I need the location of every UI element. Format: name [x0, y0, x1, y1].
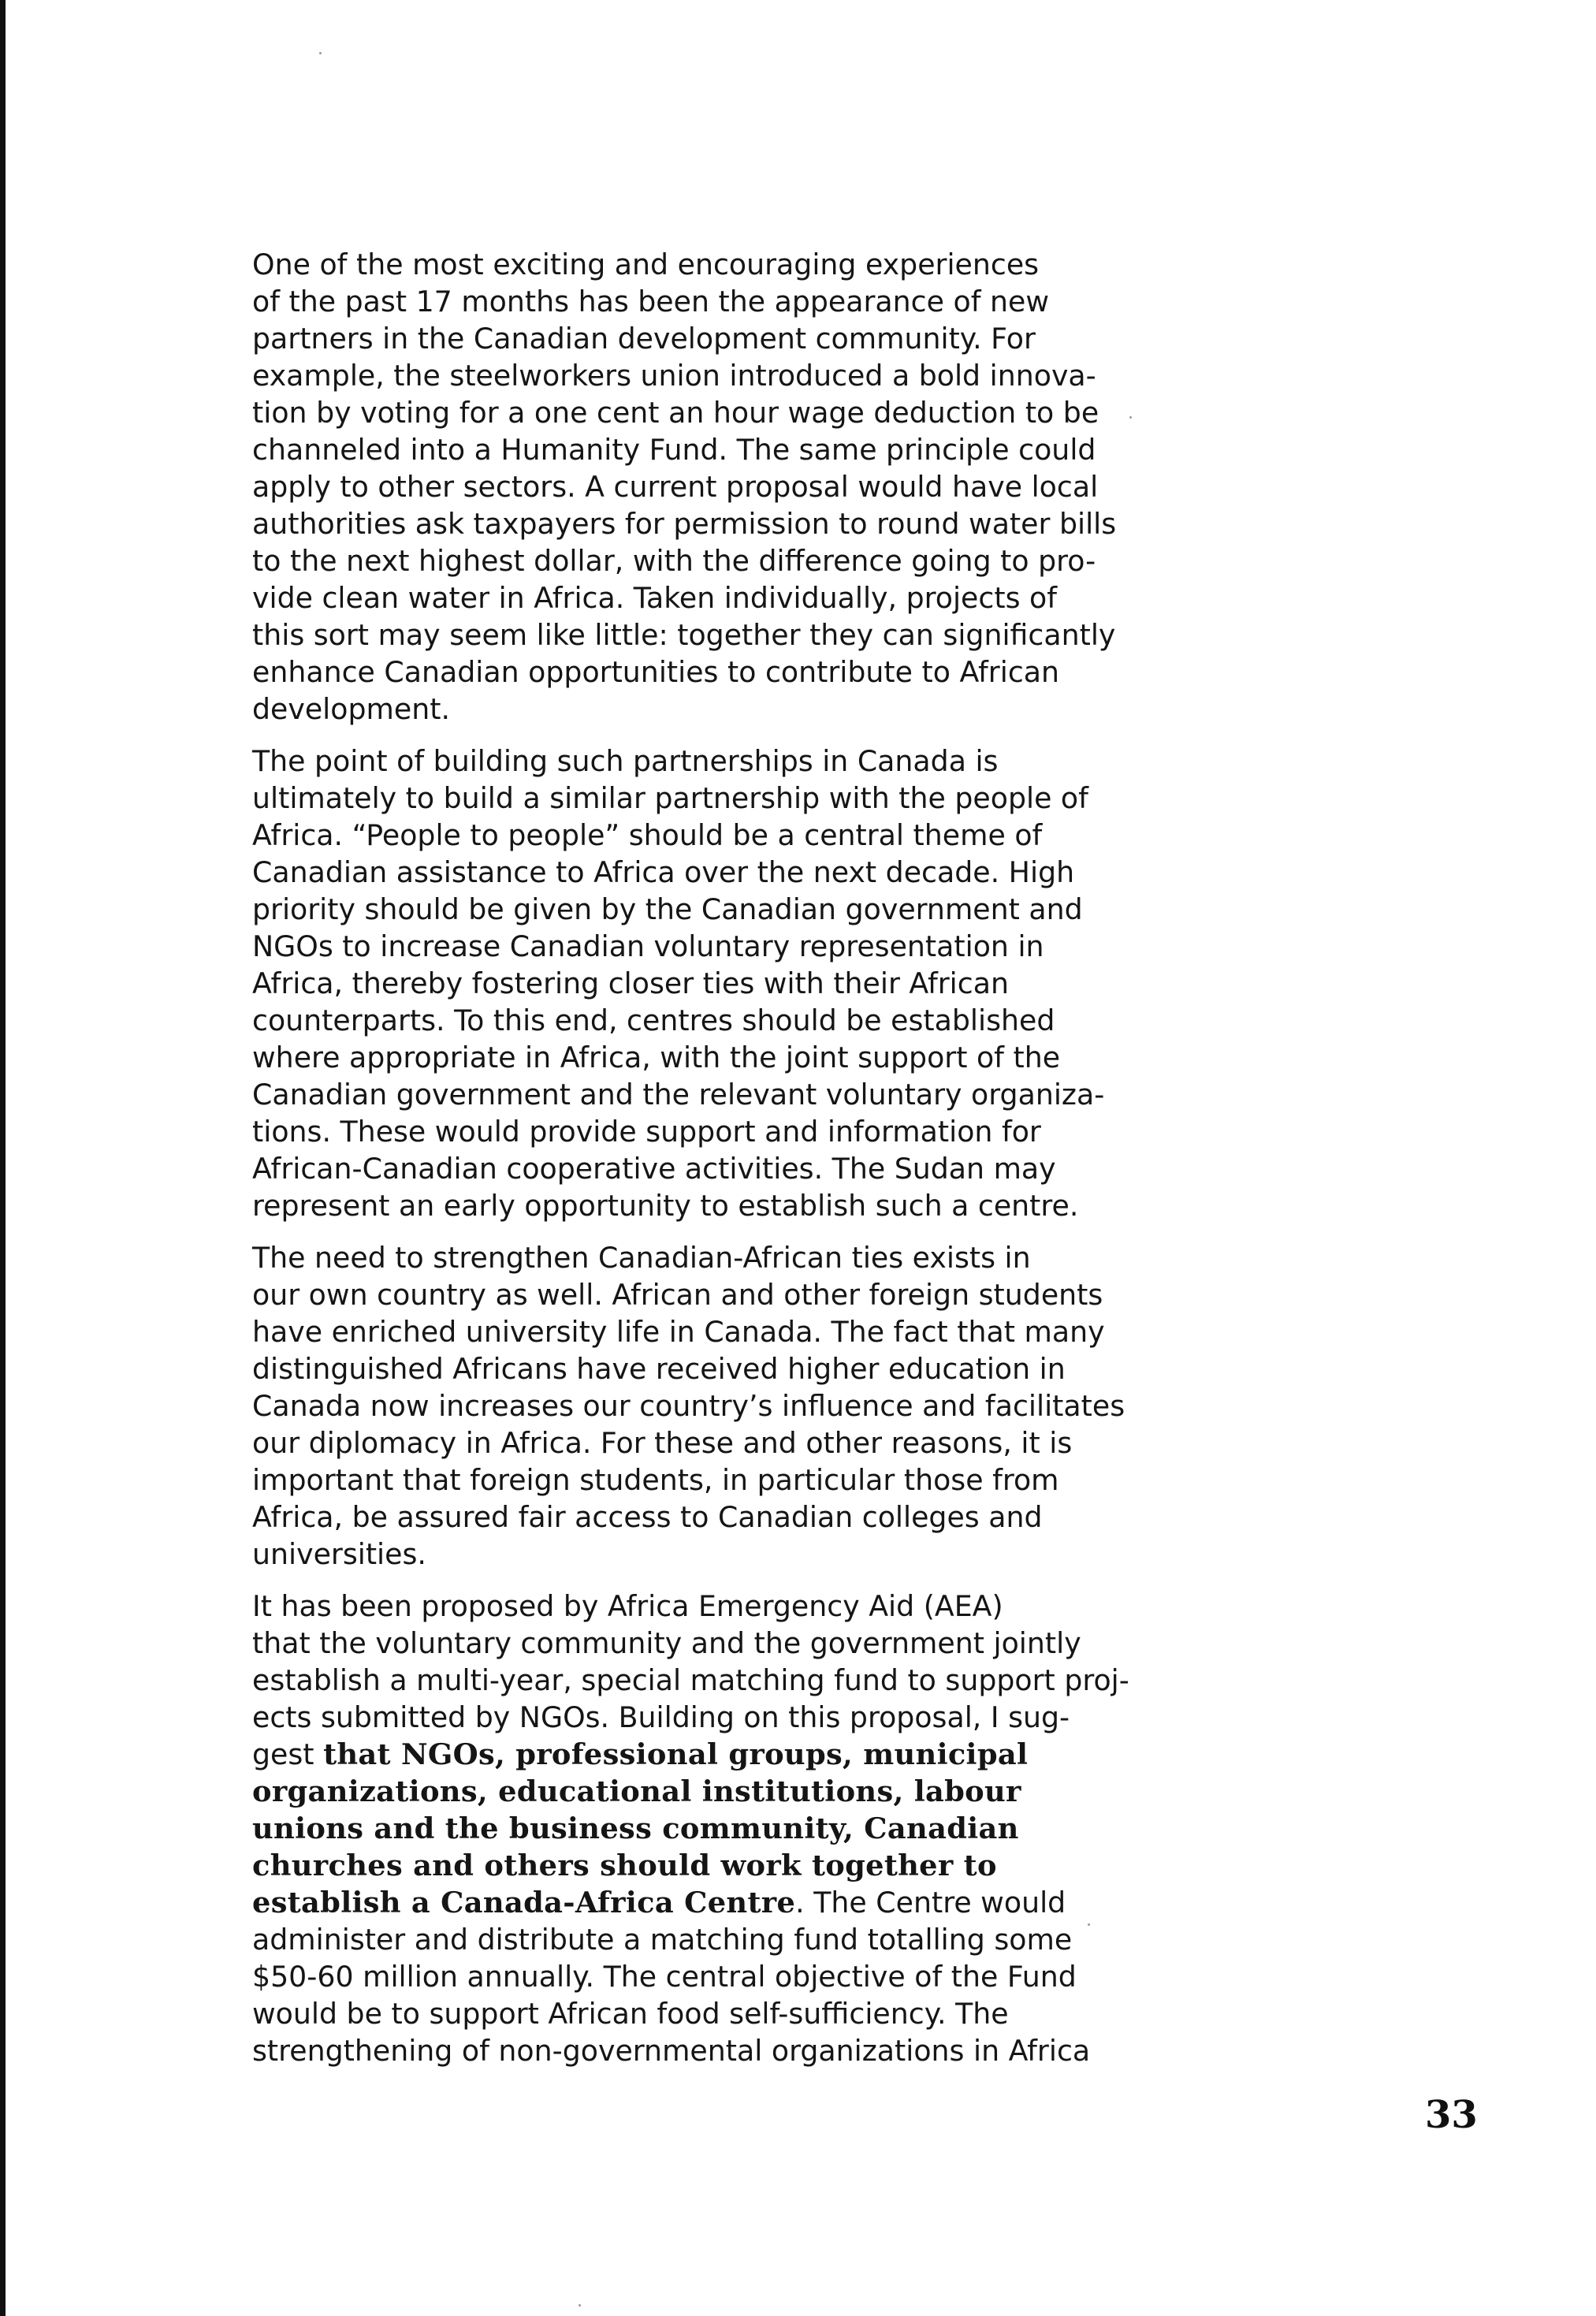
text-line: tions. These would provide support and information for — [252, 1115, 1041, 1149]
text-line: ultimately to build a similar partnership with the people of — [252, 781, 1088, 815]
text-line: The need to strengthen Canadian-African ties exists in — [252, 1241, 1031, 1275]
text-line: important that foreign students, in particular those from — [252, 1463, 1059, 1497]
paragraph-2 — [178, 743, 1105, 1224]
text-line: Africa, be assured fair access to Canadian colleges and — [252, 1500, 1043, 1534]
text-line: have enriched university life in Canada. The fact that many — [252, 1315, 1105, 1349]
text-line: The point of building such partnerships in Canada is — [252, 744, 999, 778]
scan-speck — [579, 2304, 581, 2307]
text-line: would be to support African food self-sufficiency. The — [252, 1997, 1009, 2031]
text-line: this sort may seem like little: together they can significantly — [252, 618, 1116, 652]
bold-recommendation-line: unions and the business community, Canadian — [252, 1811, 1019, 1845]
text-line: partners in the Canadian development community. For — [252, 322, 1036, 356]
text-line: NGOs to increase Canadian voluntary representation in — [252, 929, 1044, 963]
bold-recommendation-run: that NGOs, professional groups, municipal — [323, 1737, 1029, 1771]
text-line: establish a multi-year, special matching fund to support proj- — [252, 1663, 1129, 1697]
mixed-text-line — [178, 1884, 1065, 1921]
text-line: enhance Canadian opportunities to contribute to African — [252, 655, 1060, 689]
text-line: Africa, thereby fostering closer ties with their African — [252, 966, 1009, 1000]
text-line: that the voluntary community and the government jointly — [252, 1626, 1081, 1660]
text-line: universities. — [252, 1537, 426, 1571]
text-line: administer and distribute a matching fund totalling some — [252, 1923, 1073, 1957]
text-line: of the past 17 months has been the appearance of new — [252, 285, 1050, 318]
text-line: ects submitted by NGOs. Building on this proposal, I sug- — [252, 1700, 1070, 1734]
scan-speck — [1088, 1923, 1090, 1926]
text-line: One of the most exciting and encouraging experiences — [252, 248, 1040, 281]
paragraph-4 — [178, 1588, 1129, 2069]
plain-text-run: gest — [252, 1737, 324, 1771]
text-line: authorities ask taxpayers for permission to round water bills — [252, 507, 1117, 541]
body-text — [178, 246, 1129, 2084]
text-line: our diplomacy in Africa. For these and other reasons, it is — [252, 1426, 1073, 1460]
bold-recommendation-line: churches and others should work together to — [252, 1848, 997, 1882]
text-line: tion by voting for a one cent an hour wage deduction to be — [252, 396, 1099, 430]
scan-speck — [1129, 416, 1132, 419]
text-line: apply to other sectors. A current proposal would have local — [252, 470, 1099, 504]
text-line: vide clean water in Africa. Taken individually, projects of — [252, 581, 1058, 615]
page-edge-shadow — [0, 0, 6, 2316]
text-line: where appropriate in Africa, with the joint support of the — [252, 1041, 1061, 1074]
bold-recommendation-run: establish a Canada-Africa Centre — [252, 1885, 796, 1919]
text-line: strengthening of non-governmental organizations in Africa — [252, 2034, 1091, 2068]
text-line: channeled into a Humanity Fund. The same principle could — [252, 433, 1096, 467]
text-line: $50-60 million annually. The central objective of the Fund — [252, 1960, 1077, 1994]
paragraph-3 — [178, 1239, 1125, 1573]
scan-speck — [319, 52, 322, 54]
text-line: example, the steelworkers union introduced a bold innova- — [252, 359, 1096, 393]
mixed-text-line — [178, 1736, 1065, 1773]
text-line: Africa. “People to people” should be a central theme of — [252, 818, 1043, 852]
paragraph-1 — [178, 246, 1117, 728]
text-line: distinguished Africans have received higher education in — [252, 1352, 1066, 1386]
text-line: to the next highest dollar, with the difference going to pro- — [252, 544, 1096, 578]
text-line: development. — [252, 692, 450, 726]
text-line: Canadian assistance to Africa over the next decade. High — [252, 855, 1075, 889]
text-line: counterparts. To this end, centres should be established — [252, 1003, 1055, 1037]
plain-text-run: . The Centre would — [795, 1886, 1066, 1919]
bold-recommendation-line: organizations, educational institutions, labour — [252, 1774, 1021, 1808]
text-line: our own country as well. African and other foreign students — [252, 1278, 1103, 1312]
text-line: priority should be given by the Canadian government and — [252, 892, 1083, 926]
text-line: African-Canadian cooperative activities. The Sudan may — [252, 1152, 1056, 1186]
text-line: It has been proposed by Africa Emergency Aid (AEA) — [252, 1589, 1003, 1623]
text-line: represent an early opportunity to establish such a centre. — [252, 1189, 1079, 1223]
text-line: Canada now increases our country’s influence and facilitates — [252, 1389, 1125, 1423]
text-line: Canadian government and the relevant voluntary organiza- — [252, 1078, 1105, 1111]
page-number: 33 — [1425, 2093, 1478, 2137]
